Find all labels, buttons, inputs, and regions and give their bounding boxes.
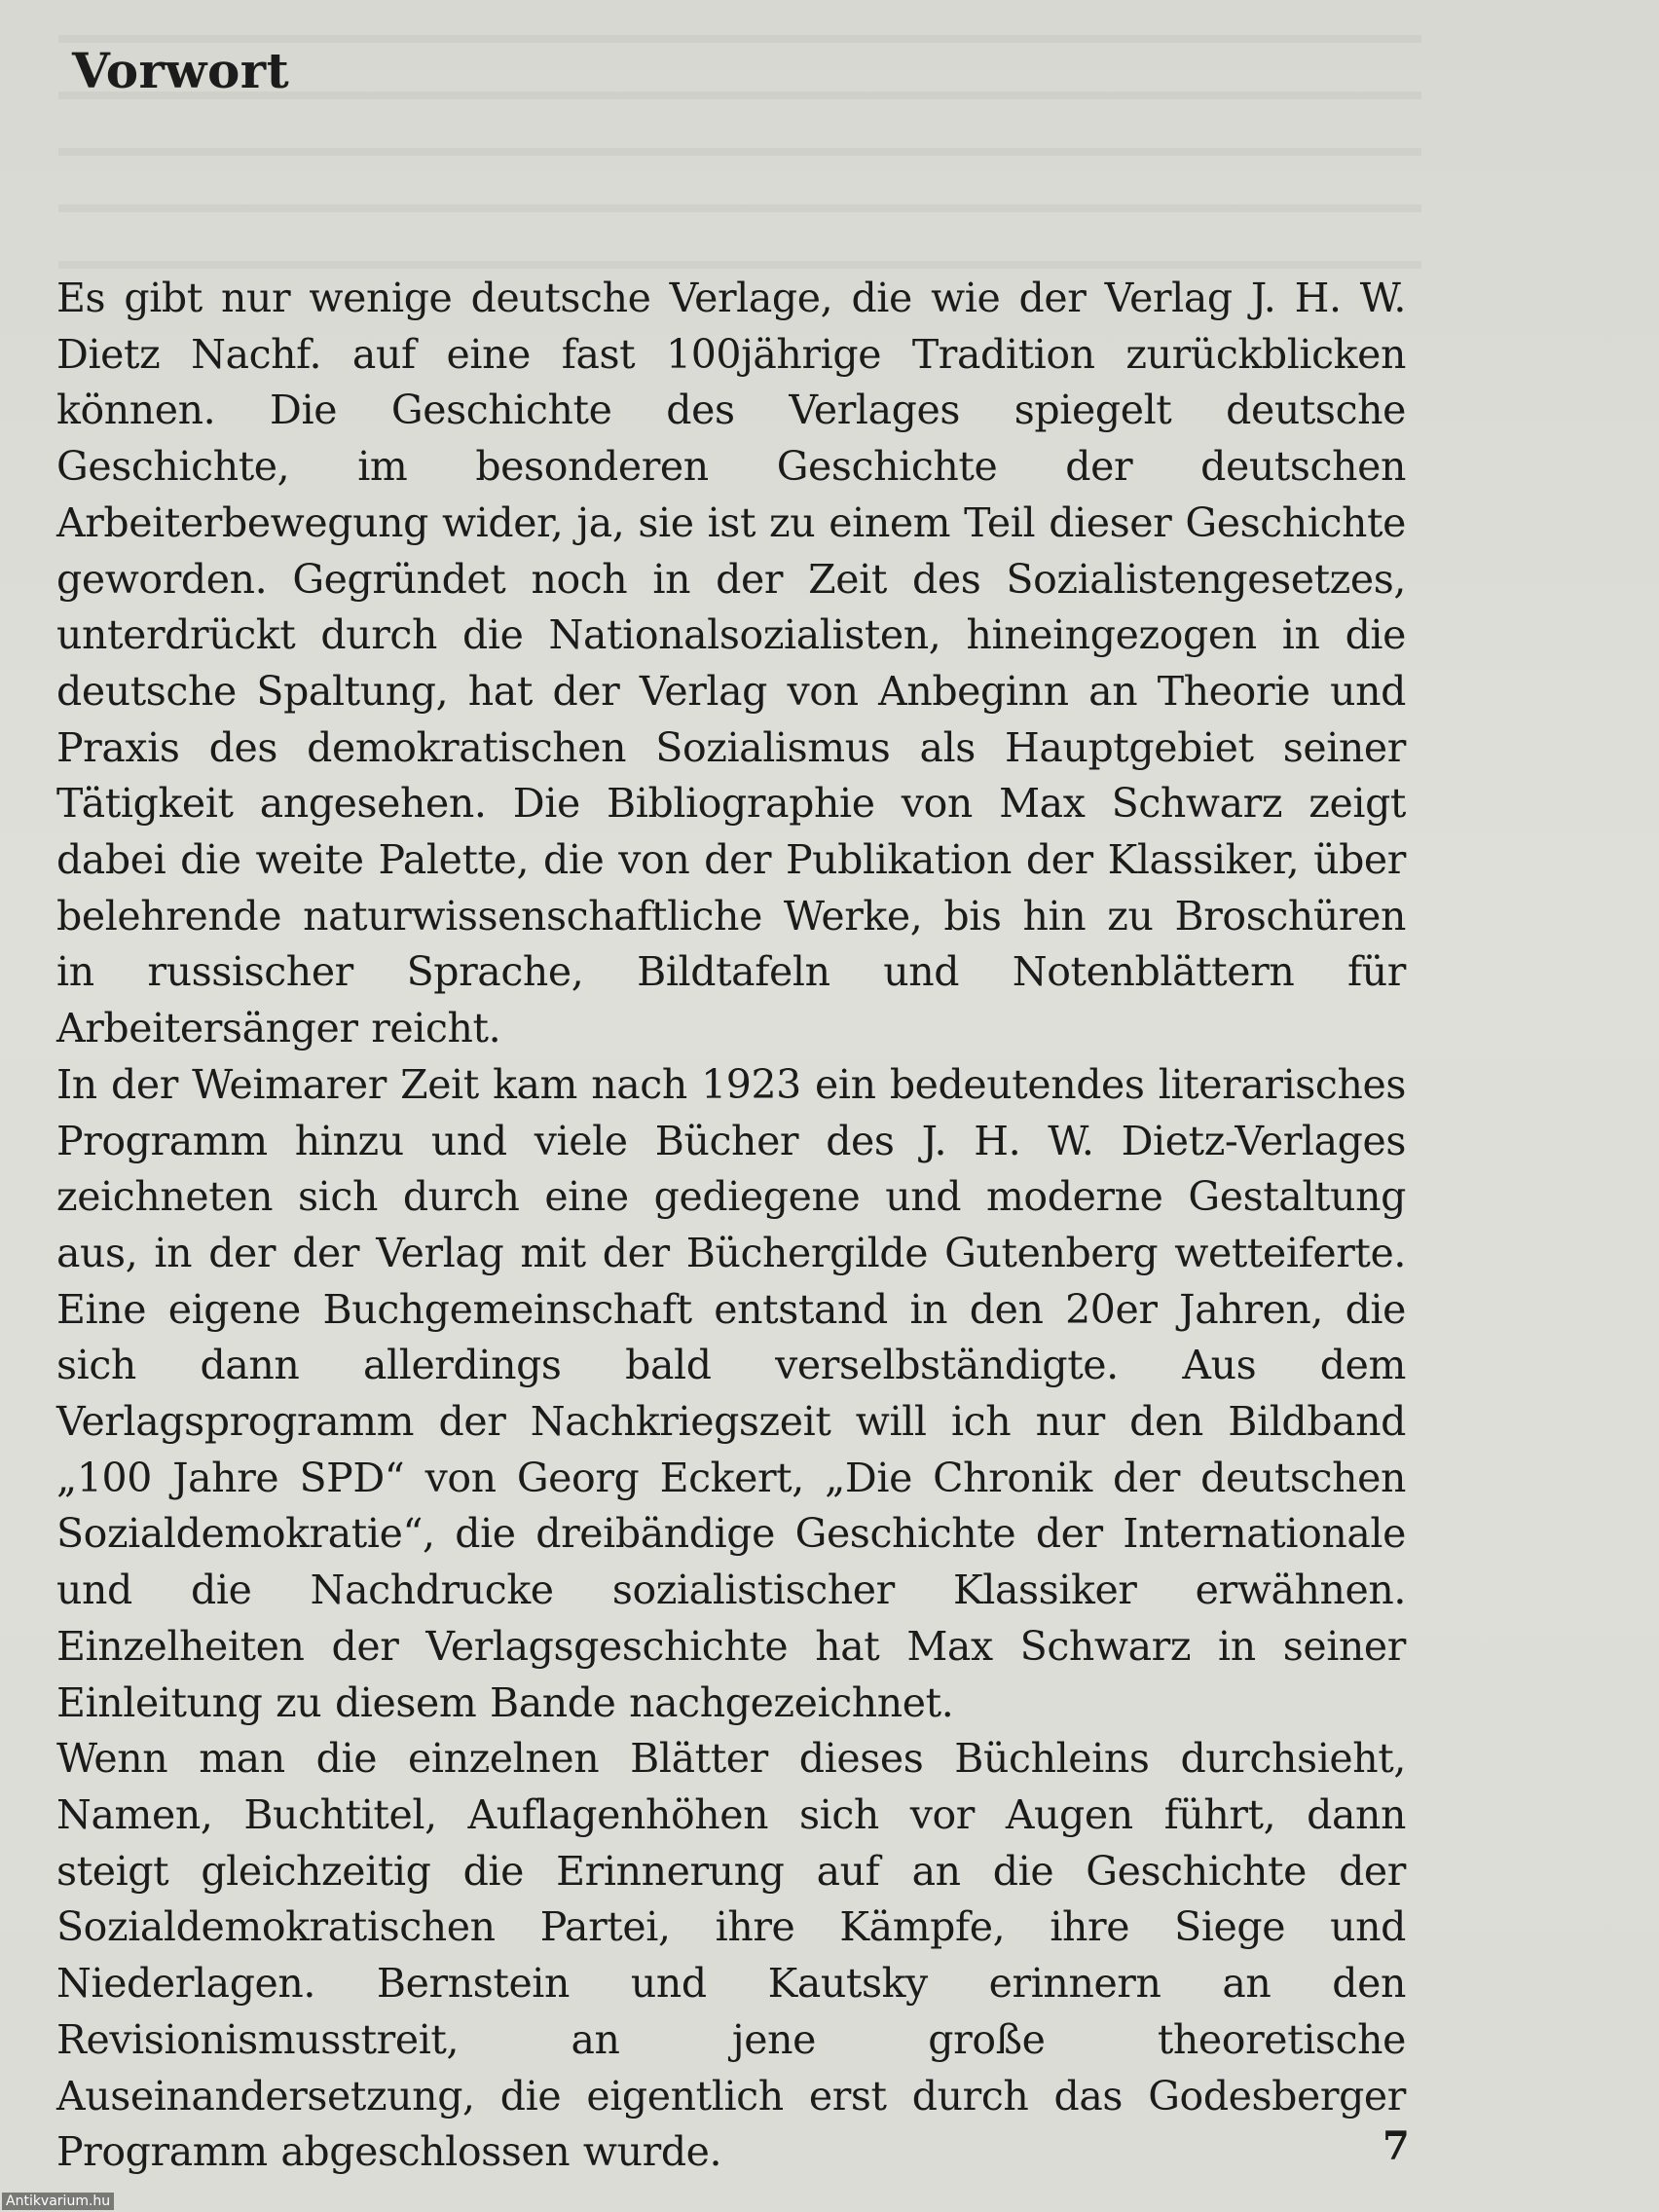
paragraph-3: Wenn man die einzelnen Blätter dieses Büchleins durchsieht, Namen, Buchtitel, Auflagenhöhen sich vor Augen führt, dann steigt gleichzeitig die Erinnerung auf an die Geschichte der Sozialdemokratischen Partei, ihre Kämpfe, ihre Siege und Niederlagen. Bernstein und Kautsky erinnern an den Revisionismusstreit, an jene große theoretische Auseinandersetzung, die eigentlich erst durch das Godesberger Programm abgeschlossen wurde. — [56, 1735, 1406, 2176]
source-watermark: Antikvarium.hu — [2, 2193, 114, 2210]
paragraph-1: Es gibt nur wenige deutsche Verlage, die wie der Verlag J. H. W. Dietz Nachf. auf eine fast 100jährige Tradition zurückblicken können. Die Geschichte des Verlages spiegelt deutsche Geschichte, im besonderen Geschichte der deutschen Arbeiterbewegung wider, ja, sie ist zu einem Teil dieser Geschichte geworden. Gegründet noch in der Zeit des Sozialistengesetzes, unterdrückt durch die Nationalsozialisten, hineingezogen in die deutsche Spaltung, hat der Verlag von Anbeginn an Theorie und Praxis des demokratischen Sozialismus als Hauptgebiet seiner Tätigkeit angesehen. Die Bibliographie von Max Schwarz zeigt dabei die weite Palette, die von der Publikation der Klassiker, über belehrende naturwissenschaftliche Werke, bis hin zu Broschüren in russischer Sprache, Bildtafeln und Notenblättern für Arbeitersänger reicht. — [56, 275, 1406, 1052]
paragraph-2: In der Weimarer Zeit kam nach 1923 ein bedeutendes literarisches Programm hinzu und viele Bücher des J. H. W. Dietz-Verlages zeichneten sich durch eine gediegene und moderne Gestaltung aus, in der der Verlag mit der Büchergilde Gutenberg wetteiferte. Eine eigene Buchgemeinschaft entstand in den 20er Jahren, die sich dann allerdings bald verselbständigte. Aus dem Verlagsprogramm der Nachkriegszeit will ich nur den Bildband „100 Jahre SPD“ von Georg Eckert, „Die Chronik der deutschen Sozialdemokratie“, die dreibändige Geschichte der Internationale und die Nachdrucke sozialistischer Klassiker erwähnen. Einzelheiten der Verlagsgeschichte hat Max Schwarz in seiner Einleitung zu diesem Bande nachgezeichnet. — [56, 1060, 1406, 1726]
page-number: 7 — [1382, 2123, 1410, 2169]
page-title: Vorwort — [72, 41, 290, 99]
body-text — [56, 271, 1406, 2181]
